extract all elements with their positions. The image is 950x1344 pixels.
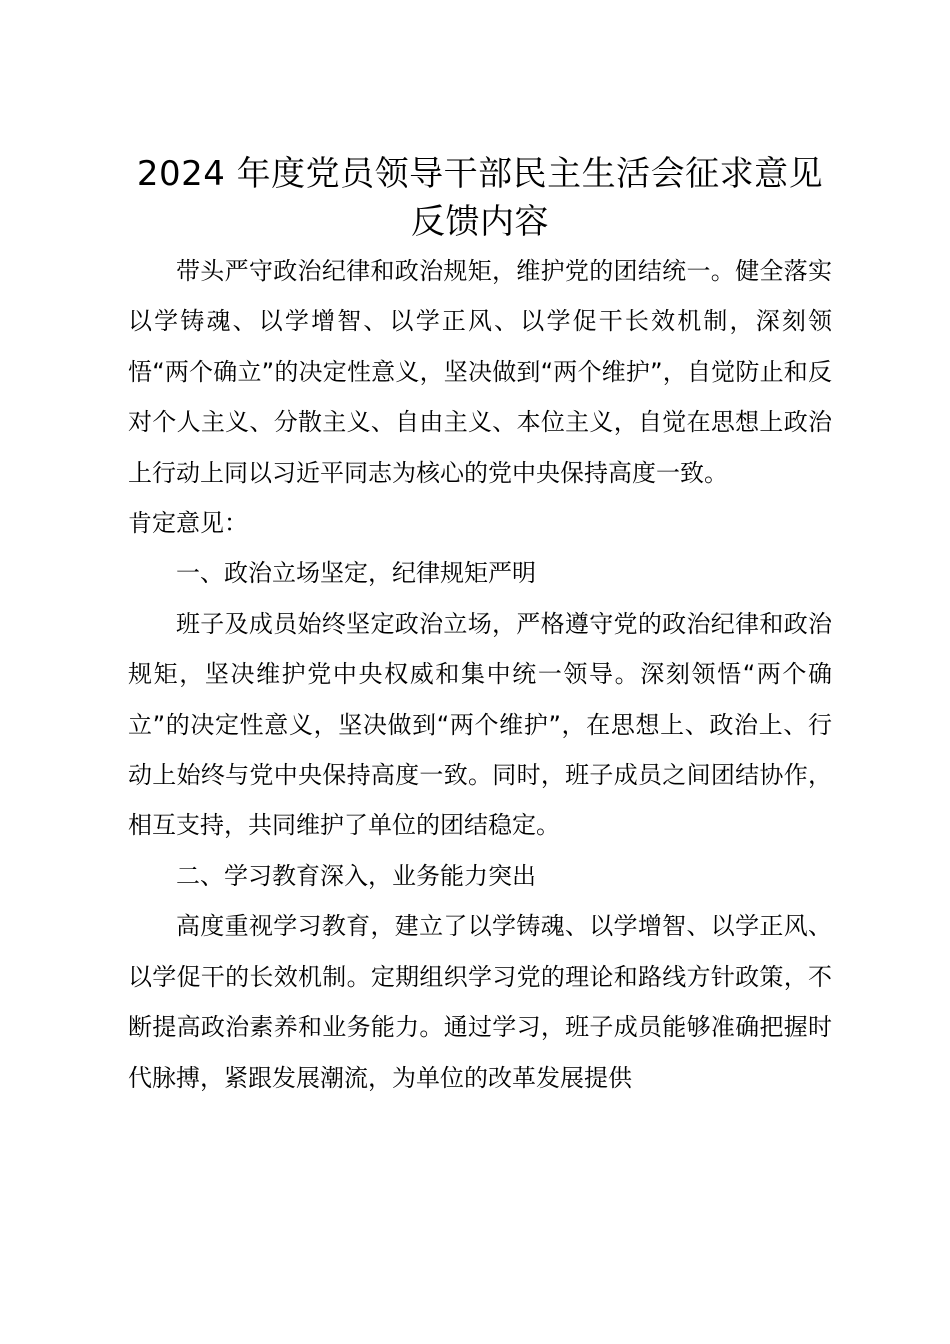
positive-opinions-label: 肯定意见： [128, 509, 248, 538]
document-title-line-2: 反馈内容 [411, 202, 549, 242]
document-title [128, 150, 832, 246]
document-title-line-1: 2024 年度党员领导干部民主生活会征求意见 [136, 154, 824, 194]
section-2-body: 高度重视学习教育，建立了以学铸魂、以学增智、以学正风、以学促干的长效机制。定期组织学习党的理论和路线方针政策，不断提高政治素养和业务能力。通过学习，班子成员能够准确把握时代脉搏，紧跟发展潮流，为单位的改革发展提供 [128, 912, 832, 1092]
document-page [128, 150, 832, 1103]
section-2-heading: 二、学习教育深入，业务能力突出 [176, 861, 536, 890]
section-1-body: 班子及成员始终坚定政治立场，严格遵守党的政治纪律和政治规矩，坚决维护党中央权威和集中统一领导。深刻领悟“两个确立”的决定性意义，坚决做到“两个维护”，在思想上、政治上、行动上始终与党中央保持高度一致。同时，班子成员之间团结协作，相互支持，共同维护了单位的团结稳定。 [128, 609, 832, 840]
intro-paragraph: 带头严守政治纪律和政治规矩，维护党的团结统一。健全落实以学铸魂、以学增智、以学正风、以学促干长效机制，深刻领悟“两个确立”的决定性意义，坚决做到“两个维护”，自觉防止和反对个人主义、分散主义、自由主义、本位主义，自觉在思想上政治上行动上同以习近平同志为核心的党中央保持高度一致。 [128, 257, 832, 487]
section-1-heading: 一、政治立场坚定，纪律规矩严明 [176, 559, 536, 588]
